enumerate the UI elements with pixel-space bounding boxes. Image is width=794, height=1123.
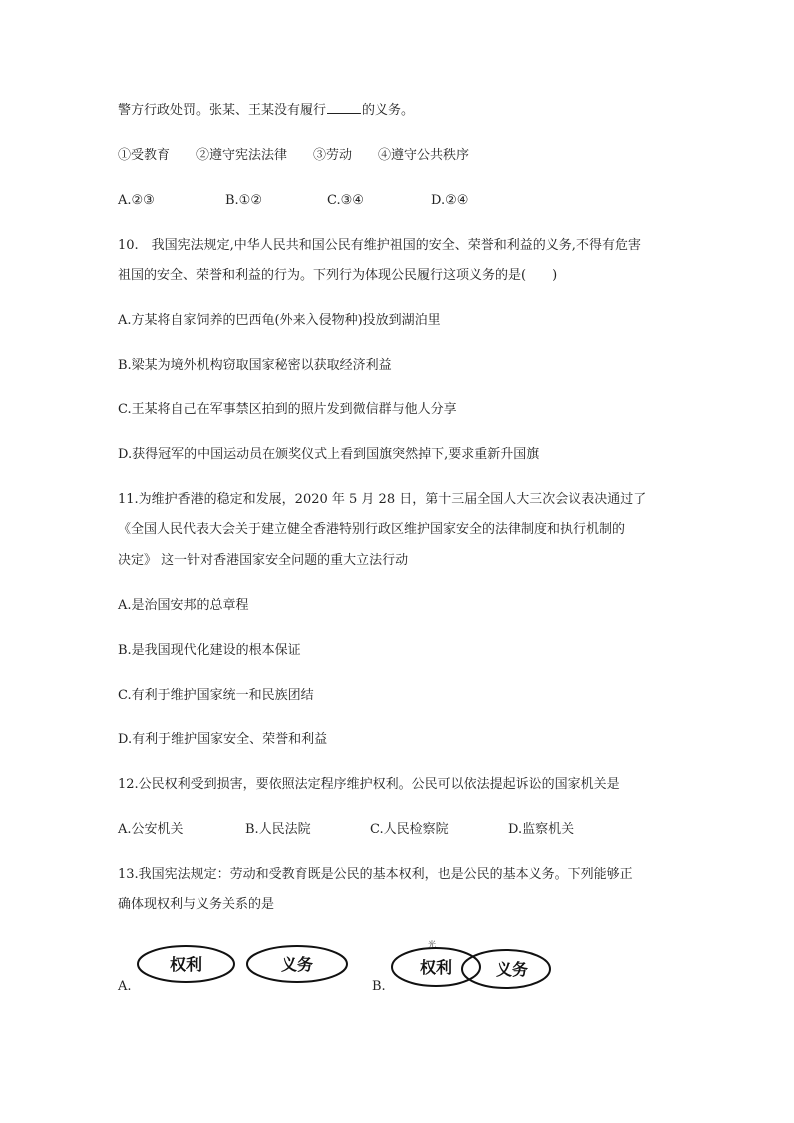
q11-stem-line1: 11.为维护香港的稳定和发展，2020 年 5 月 28 日，第十三届全国人大三次会议表决通过了 xyxy=(118,492,647,507)
q12-stem: 12.公民权利受到损害，要依照法定程序维护权利。公民可以依法提起诉讼的国家机关是 xyxy=(118,777,620,792)
q10-option-a: A.方某将自家饲养的巴西龟(外来入侵物种)投放到湖泊里 xyxy=(118,313,441,328)
q10-option-b: B.梁某为境外机构窃取国家秘密以获取经济利益 xyxy=(118,358,392,373)
q9-option-b: B.①② xyxy=(225,193,262,208)
rights-label: 权利 xyxy=(169,955,203,974)
q10-option-c: C.王某将自己在军事禁区拍到的照片发到微信群与他人分享 xyxy=(118,402,457,417)
q9-stem-part1: 警方行政处罚。张某、王某没有履行 xyxy=(118,103,327,118)
q9-option-c: C.③④ xyxy=(327,193,364,208)
small-mark: 光 xyxy=(428,940,436,949)
q9-stem xyxy=(118,101,414,121)
q9-option-a: A.②③ xyxy=(118,193,155,208)
q10-stem-line1: 10. 我国宪法规定,中华人民共和国公民有维护祖国的安全、荣誉和利益的义务,不得有危害 xyxy=(118,238,641,253)
q13-stem-line1: 13.我国宪法规定：劳动和受教育既是公民的基本权利，也是公民的基本义务。下列能够正 xyxy=(118,867,633,882)
q9-items: ①受教育 ②遵守宪法法律 ③劳动 ④遵守公共秩序 xyxy=(118,148,470,163)
q12-option-c: C.人民检察院 xyxy=(370,822,449,837)
q11-option-a: A.是治国安邦的总章程 xyxy=(118,598,249,613)
q12-option-a: A.公安机关 xyxy=(118,822,184,837)
duty-label: 义务 xyxy=(280,955,314,974)
q11-stem-line2: 《全国人民代表大会关于建立健全香港特别行政区维护国家安全的法律制度和执行机制的 xyxy=(118,522,626,537)
q12-option-d: D.监察机关 xyxy=(508,822,575,837)
q13-diagram-a xyxy=(132,940,362,992)
q13-option-b-label: B. xyxy=(372,979,386,994)
q13-stem-line2: 确体现权利与义务关系的是 xyxy=(118,897,275,912)
q9-option-d: D.②④ xyxy=(431,193,469,208)
duty-label-b: 义务 xyxy=(495,960,529,979)
q11-option-c: C.有利于维护国家统一和民族团结 xyxy=(118,688,314,703)
q9-answer-blank xyxy=(327,101,361,114)
q10-stem-line2: 祖国的安全、荣誉和利益的行为。下列行为体现公民履行这项义务的是( ) xyxy=(118,268,558,283)
q11-stem-line3: 决定》 这一针对香港国家安全问题的重大立法行动 xyxy=(118,553,409,568)
rights-label-b: 权利 xyxy=(419,958,453,977)
q11-option-b: B.是我国现代化建设的根本保证 xyxy=(118,643,301,658)
q11-option-d: D.有利于维护国家安全、荣誉和利益 xyxy=(118,732,328,747)
q13-option-a-label: A. xyxy=(118,979,132,994)
q9-stem-part2: 的义务。 xyxy=(362,103,415,118)
q10-option-d: D.获得冠军的中国运动员在颁奖仪式上看到国旗突然掉下,要求重新升国旗 xyxy=(118,447,540,462)
q12-option-b: B.人民法院 xyxy=(245,822,311,837)
q13-diagram-b xyxy=(388,935,558,995)
